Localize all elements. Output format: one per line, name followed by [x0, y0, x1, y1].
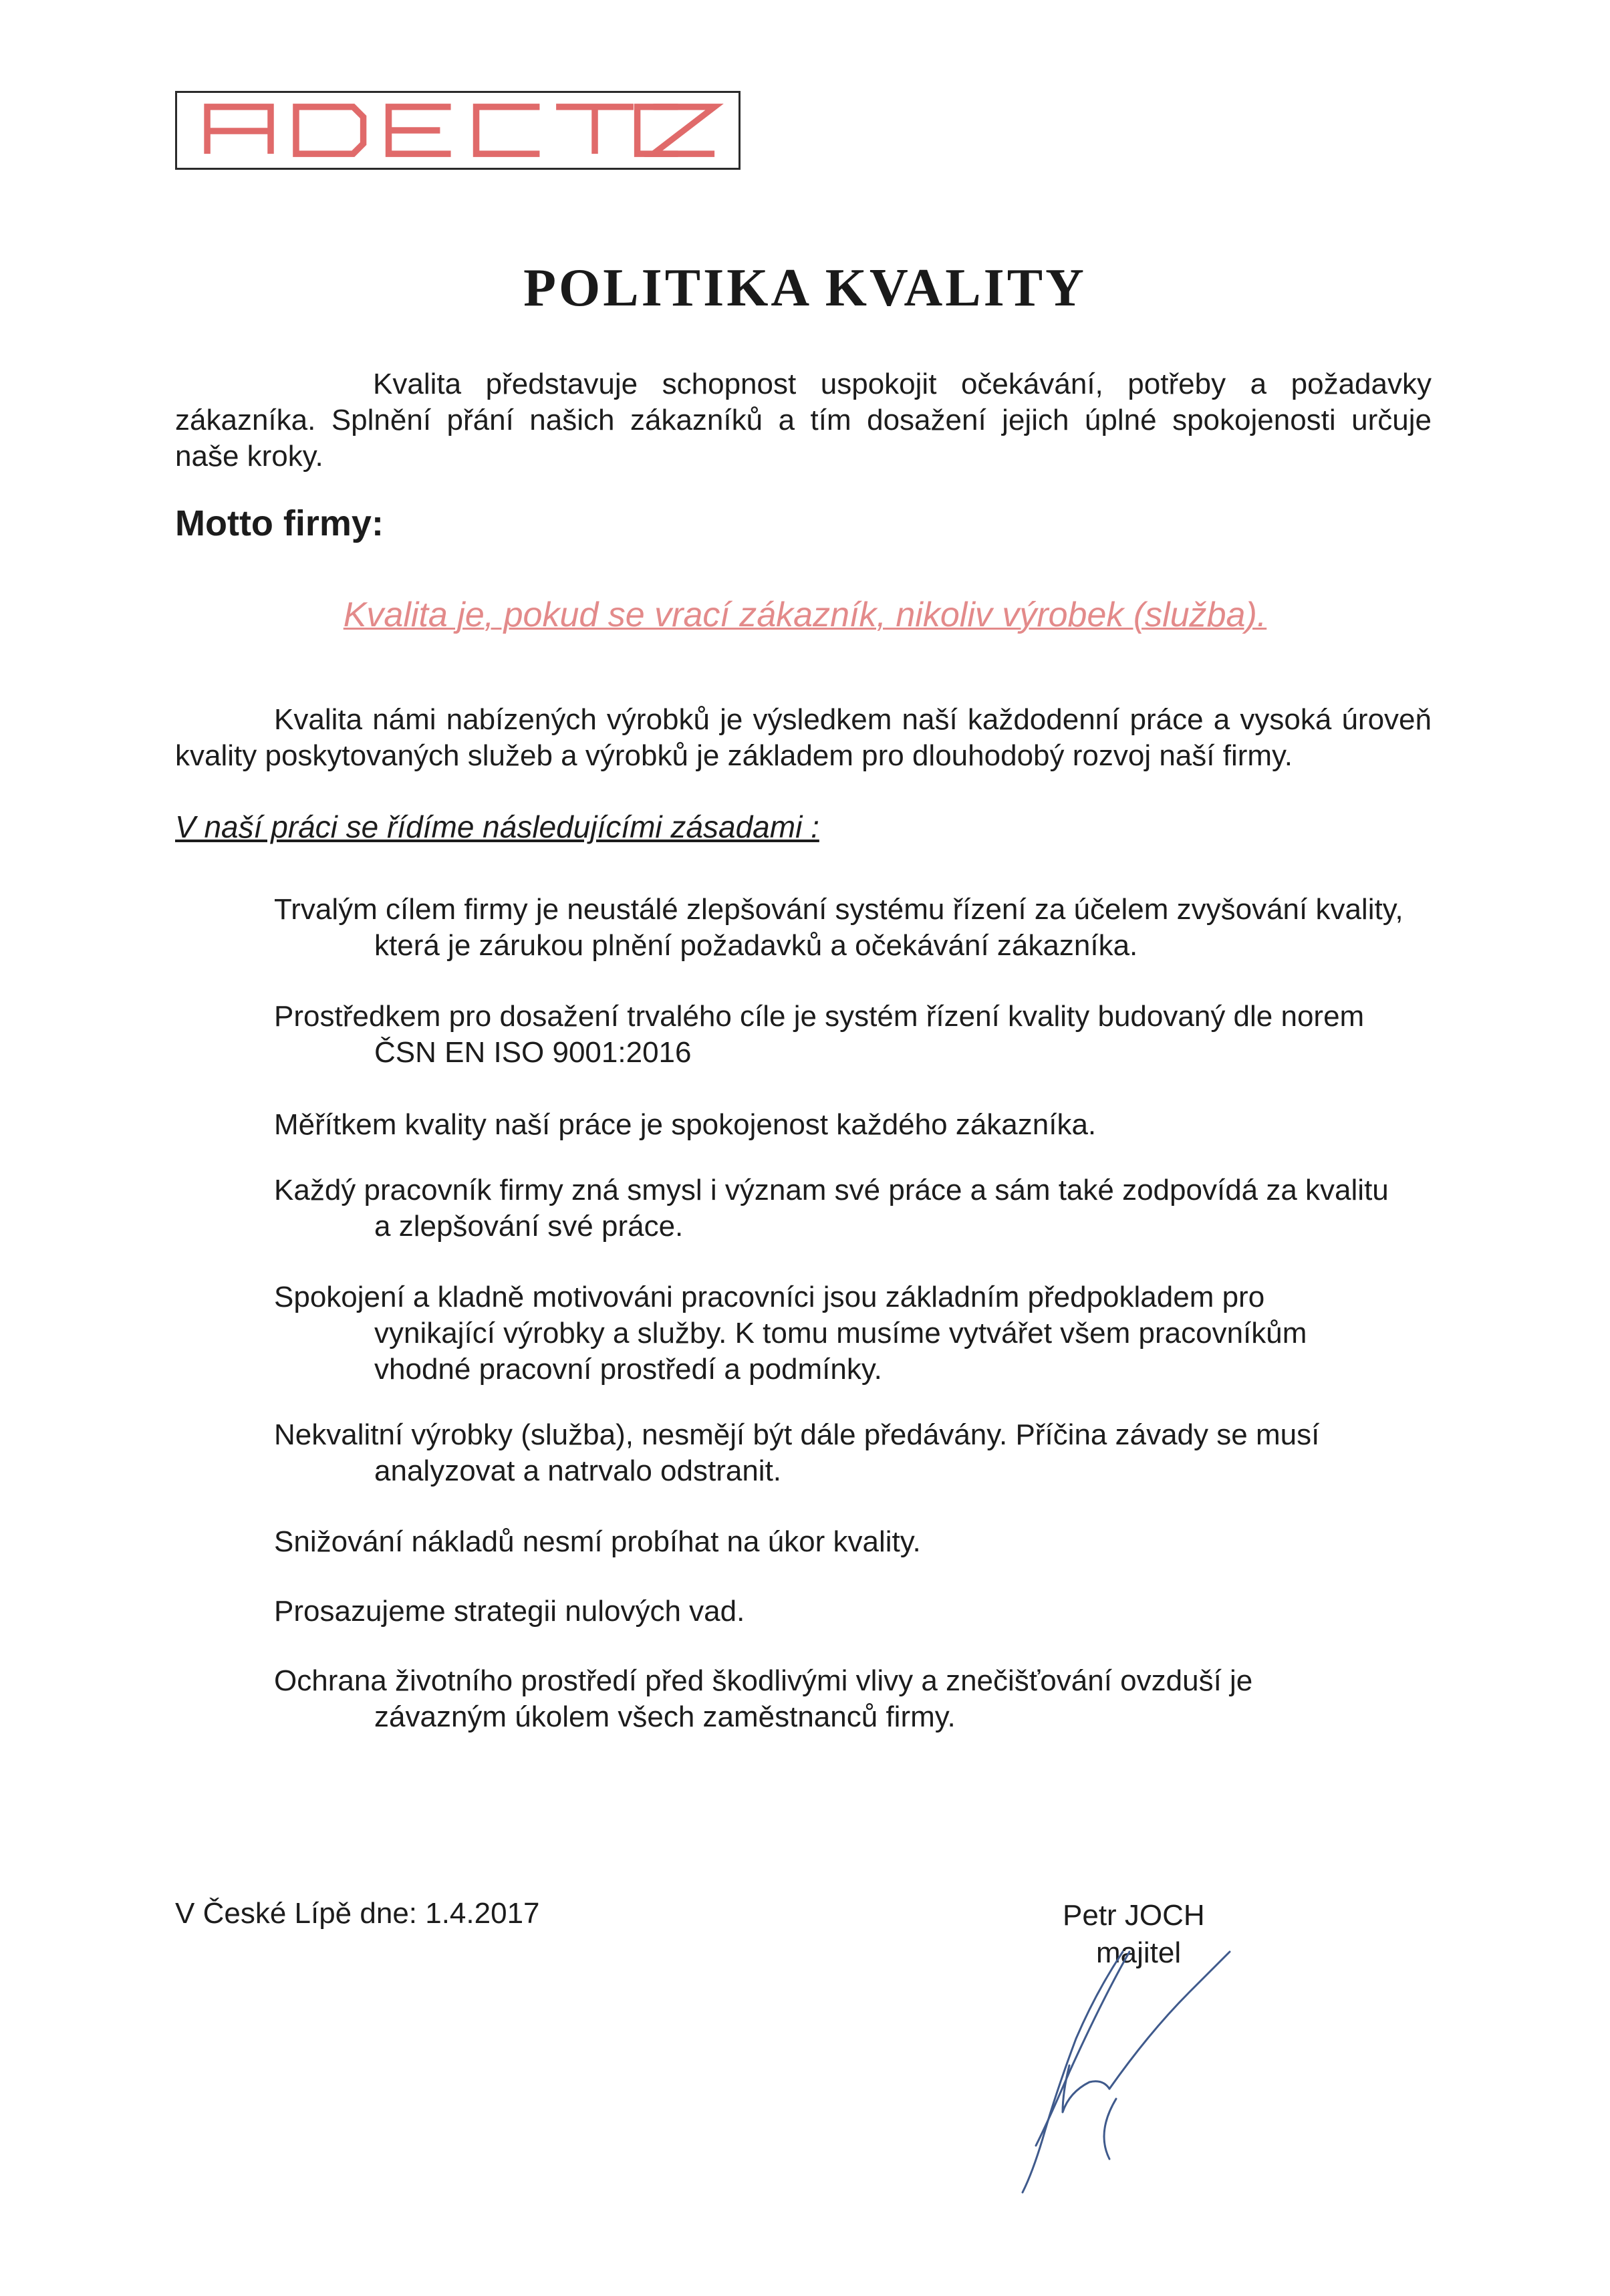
- principle-item: [274, 892, 1450, 964]
- principle-continuation: analyzovat a natrvalo odstranit.: [374, 1454, 782, 1487]
- principles-heading: V naší práci se řídíme následujícími zásadami :: [175, 809, 819, 844]
- principle-continuation: která je zárukou plnění požadavků a očekávání zákazníka.: [374, 929, 1138, 962]
- company-logo: [175, 91, 741, 170]
- principle-text: Každý pracovník firmy zná smysl i význam své práce a sám také zodpovídá za kvalitu: [274, 1174, 1389, 1206]
- handwritten-signature: [996, 1938, 1317, 2259]
- intro-line: zákazníka. Splnění přání našich zákazníků a tím dosažení jejich úplné spokojenosti určuje: [175, 404, 1432, 436]
- principle-item: [274, 1417, 1450, 1489]
- principle-continuation: ČSN EN ISO 9001:2016: [374, 1036, 692, 1069]
- principle-item: [274, 1524, 1450, 1560]
- principle-text: Prosazujeme strategii nulových vad.: [274, 1595, 745, 1628]
- principle-text: Prostředkem pro dosažení trvalého cíle je systém řízení kvality budovaný dle norem: [274, 1000, 1365, 1033]
- principle-item: [274, 1107, 1450, 1143]
- motto-label: Motto firmy:: [175, 503, 384, 543]
- principle-continuation: vynikající výrobky a služby. K tomu musíme vytvářet všem pracovníkům: [374, 1317, 1307, 1350]
- principle-item: [274, 1593, 1450, 1630]
- principle-text: Měřítkem kvality naší práce je spokojenost každého zákazníka.: [274, 1108, 1097, 1141]
- intro-line: Kvalita představuje schopnost uspokojit očekávání, potřeby a požadavky: [373, 368, 1432, 400]
- intro-line: naše kroky.: [175, 440, 323, 473]
- place-and-date: V České Lípě dne: 1.4.2017: [175, 1897, 540, 1930]
- principle-item: [274, 999, 1450, 1071]
- company-motto: Kvalita je, pokud se vrací zákazník, nikoliv výrobek (služba).: [343, 596, 1267, 634]
- principle-item: [274, 1663, 1450, 1735]
- principle-text: Ochrana životního prostředí před škodlivými vlivy a znečišťování ovzduší je: [274, 1664, 1253, 1697]
- document-title: POLITIKA KVALITY: [523, 259, 1087, 317]
- quality-paragraph: [175, 702, 1432, 774]
- principle-text: Snižování nákladů nesmí probíhat na úkor kvality.: [274, 1525, 921, 1558]
- signer-role: majitel: [1096, 1936, 1182, 1969]
- signer-name: Petr JOCH: [1063, 1899, 1205, 1932]
- principle-item: [274, 1279, 1450, 1388]
- principle-item: [274, 1172, 1450, 1245]
- principle-text: Trvalým cílem firmy je neustálé zlepšování systému řízení za účelem zvyšování kvality,: [274, 893, 1403, 926]
- principle-continuation: vhodné pracovní prostředí a podmínky.: [374, 1353, 882, 1386]
- quality-line: Kvalita námi nabízených výrobků je výsledkem naší každodenní práce a vysoká úroveň: [274, 703, 1432, 736]
- intro-paragraph: [175, 366, 1432, 475]
- adect-logo-graphic: [177, 93, 739, 168]
- principle-continuation: závazným úkolem všech zaměstnanců firmy.: [374, 1700, 956, 1733]
- principle-text: Nekvalitní výrobky (služba), nesmějí být dále předávány. Příčina závady se musí: [274, 1418, 1320, 1451]
- principle-text: Spokojení a kladně motivováni pracovníci jsou základním předpokladem pro: [274, 1281, 1265, 1313]
- principle-continuation: a zlepšování své práce.: [374, 1210, 684, 1243]
- quality-line: kvality poskytovaných služeb a výrobků je základem pro dlouhodobý rozvoj naší firmy.: [175, 739, 1293, 772]
